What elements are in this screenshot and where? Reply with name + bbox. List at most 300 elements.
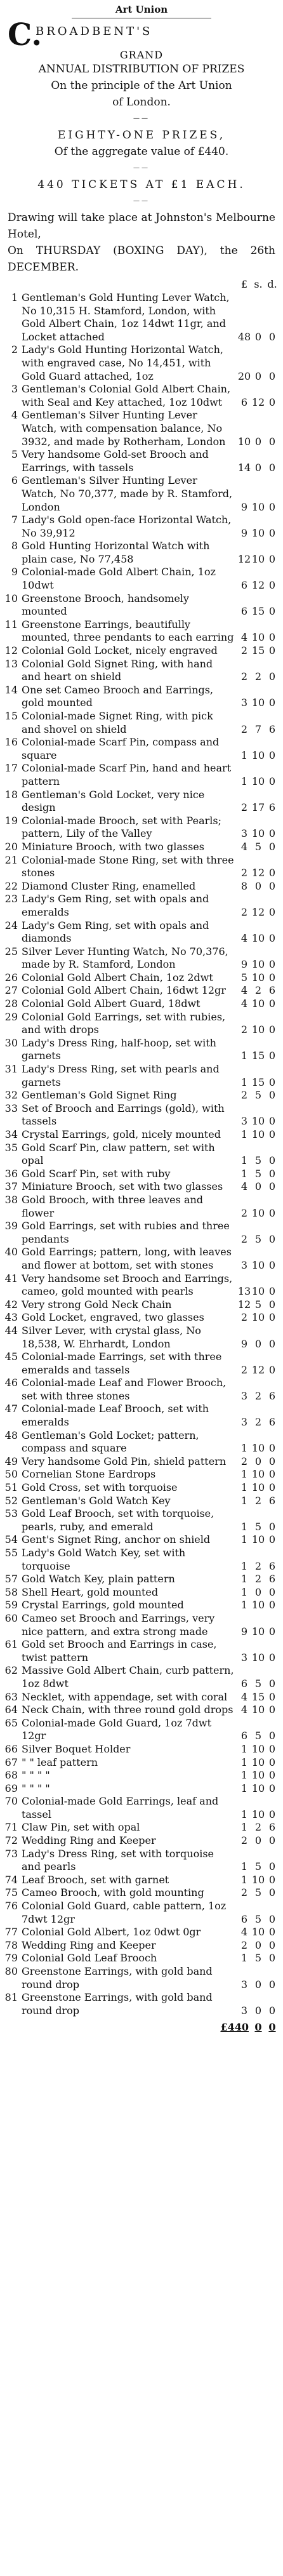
prize-pence: 6 [268,801,276,814]
prize-shillings: 10 [251,1442,265,1455]
aggregate-value: Of the aggregate value of £440. [54,145,229,158]
prize-shillings: 5 [254,1886,262,1899]
prize-shillings: 10 [251,1756,265,1768]
prize-value [237,932,283,945]
prize-pounds: 1 [240,1573,248,1585]
prize-shillings: 10 [251,1285,265,1298]
prize-value [237,1442,283,1455]
prize-pence: 0 [268,1128,276,1140]
prize-pounds: 3 [240,1115,248,1128]
prize-item [0,1756,283,1770]
prize-value [237,1599,283,1612]
prize-item [0,1834,283,1848]
prize-pounds: 2 [240,1939,248,1951]
prize-item [0,1507,283,1533]
prize-pence: 0 [268,1651,276,1664]
prize-description: Colonial-made Earrings, set with three emeralds and tassels [22,1351,222,1376]
prize-pounds: 2 [240,1834,248,1847]
prize-shillings: 2 [254,1573,262,1585]
prize-item [0,514,283,540]
prize-number: 39 [4,1220,18,1232]
prize-description: Colonial Gold Albert Chain, 16dwt 12gr [22,984,226,997]
prize-number: 68 [4,1769,18,1782]
prize-value [237,2005,283,2018]
prize-description: Miniature Brooch, set with two glasses [22,1180,223,1193]
prize-value [237,1678,283,1691]
prize-item [0,1403,283,1429]
prize-item [0,1795,283,1821]
prize-value [237,1233,283,1246]
prize-description: Cameo Brooch, with gold mounting [22,1886,204,1899]
prize-item [0,984,283,998]
prize-number: 77 [4,1926,18,1939]
prize-pence: 0 [268,1167,276,1180]
prize-pence: 0 [268,579,276,592]
prize-value [237,775,283,789]
prize-value [237,880,283,893]
prize-item [0,789,283,815]
prize-value [237,579,283,592]
prize-value [237,1024,283,1037]
prize-value [237,1586,283,1599]
prize-number: 31 [4,1063,18,1076]
prize-pounds: 4 [240,1704,248,1716]
prize-pounds: 2 [240,671,248,683]
prize-value [237,1704,283,1717]
prize-pence: 0 [268,697,276,709]
prize-pence: 0 [268,644,276,657]
prize-number: 37 [4,1180,18,1193]
prize-pence: 0 [268,1337,276,1350]
prize-shillings: 10 [251,1258,265,1271]
prize-pounds: 1 [240,1154,248,1167]
prize-shillings: 10 [251,500,265,513]
prize-number: 60 [4,1612,18,1624]
prize-number: 5 [11,448,18,461]
prize-pounds: 9 [240,958,248,971]
prize-shillings: 0 [254,2004,262,2017]
prize-value [237,1886,283,1900]
prize-value [237,827,283,841]
prize-number: 26 [4,971,18,984]
prize-value [237,605,283,618]
prize-value [237,1625,283,1639]
prize-number: 7 [11,514,18,526]
prize-item [0,1272,283,1298]
prize-pounds: 1 [240,1128,248,1140]
prize-item [0,1573,283,1586]
prize-pounds: 4 [240,840,248,853]
prize-item [0,1377,283,1403]
prize-pounds: 3 [240,1258,248,1271]
prize-shillings: 10 [251,1024,265,1036]
prize-pence: 0 [268,1808,276,1820]
prize-shillings: 0 [254,330,262,343]
prize-shillings: 10 [251,971,265,984]
prize-item [0,684,283,710]
prize-pence: 0 [268,1520,276,1533]
prize-item [0,893,283,919]
prize-item [0,1180,283,1194]
prize-item [0,592,283,618]
prize-description: Gentleman's Gold Locket, very nice design [22,788,205,814]
prize-item [0,1743,283,1756]
prize-number: 29 [4,1010,18,1023]
prize-pence: 0 [268,370,276,382]
prize-number: 41 [4,1272,18,1285]
prize-description: Leaf Brooch, set with garnet [22,1873,169,1886]
prize-shillings: 0 [254,435,262,448]
prize-pounds: 9 [240,1625,248,1638]
prize-item [0,1664,283,1690]
prize-value [237,1821,283,1834]
prize-description: Cameo set Brooch and Earrings, very nice pattern, and extra strong made [22,1612,215,1638]
prize-pence: 0 [268,1742,276,1755]
prize-pounds: 12 [237,1298,251,1311]
prize-pounds: 1 [240,1873,248,1886]
prize-number: 67 [4,1756,18,1768]
prize-description: Gold Watch Key, plain pattern [22,1573,175,1585]
prize-number: 14 [4,683,18,696]
prize-number: 62 [4,1664,18,1677]
prize-item [0,1455,283,1469]
tickets-line: 440 TICKETS AT £1 EACH. [37,178,246,191]
total-row [0,2021,283,2033]
prize-item [0,383,283,409]
prize-pounds: 2 [240,1886,248,1899]
prize-number: 76 [4,1900,18,1912]
prize-value [237,1089,283,1102]
prize-pence: 6 [268,1494,276,1507]
prize-number: 44 [4,1324,18,1337]
prize-value [237,1756,283,1770]
prize-description: Shell Heart, gold mounted [22,1585,159,1598]
divider-1: —— [133,115,150,122]
prize-item [0,1089,283,1102]
prize-pounds: 3 [240,1389,248,1402]
prize-item [0,566,283,592]
prize-description: Greenstone Earrings, beautifully mounted, three pendants to each earring [22,618,234,644]
prize-pence: 6 [268,723,276,735]
prize-number: 64 [4,1704,18,1716]
prize-pounds: 9 [240,500,248,513]
prize-pounds: 4 [240,998,248,1010]
prize-pence: 0 [268,1873,276,1886]
drawing-line: Drawing will take place at Johnston's Melbourne Hotel, [8,211,275,241]
prize-value [237,331,283,344]
prize-value [237,1207,283,1220]
prize-item [0,1939,283,1952]
prize-shillings: 5 [254,840,262,853]
prize-pounds: 6 [240,1912,248,1925]
prize-number: 15 [4,710,18,722]
prize-pounds: 2 [240,644,248,657]
prize-pence: 0 [268,435,276,448]
prize-number: 42 [4,1298,18,1311]
prize-pounds: 2 [240,1455,248,1467]
grand-heading: GRAND [119,49,164,61]
prize-shillings: 0 [254,370,262,382]
prize-pence: 0 [268,2004,276,2017]
prize-number: 34 [4,1128,18,1140]
prize-shillings: 10 [251,1206,265,1219]
prize-pence: 0 [268,879,276,892]
prize-pounds: 1 [240,1520,248,1533]
prize-pence: 0 [268,1024,276,1036]
prize-number: 6 [11,474,18,487]
prize-item [0,1481,283,1495]
prize-pounds: 1 [240,1769,248,1782]
prize-number: 1 [11,291,18,304]
prize-value [237,984,283,998]
prize-pounds: 1 [240,1468,248,1481]
prize-value [237,1468,283,1481]
header-pence: d. [267,278,277,290]
prize-pounds: 1 [240,1952,248,1965]
prize-number: 53 [4,1507,18,1520]
prize-item [0,1194,283,1220]
prize-description: Colonial Gold Signet Ring, with hand and heart on shield [22,657,213,683]
prize-pence: 0 [268,1468,276,1481]
prize-shillings: 0 [254,1939,262,1951]
prize-number: 21 [4,853,18,866]
prize-shillings: 10 [251,1651,265,1664]
prize-description: Colonial Gold Locket, nicely engraved [22,644,218,657]
prize-item [0,1886,283,1900]
prize-value [237,436,283,449]
prize-item [0,762,283,788]
prize-description: Wedding Ring and Keeper [22,1834,156,1847]
prize-number: 36 [4,1167,18,1180]
prize-pounds: 10 [237,435,251,448]
prize-description: Colonial-made Stone Ring, set with three stones [22,853,234,879]
prize-shillings: 2 [254,984,262,997]
prize-shillings: 10 [251,1782,265,1794]
advertiser-line [0,17,283,53]
prize-description: Gold Earrings, set with rubies and three pendants [22,1220,230,1245]
prize-pounds: 6 [240,1677,248,1690]
prize-pounds: 4 [240,631,248,644]
prize-shillings: 5 [254,1167,262,1180]
prize-shillings: 10 [251,1533,265,1546]
prize-pence: 6 [268,1573,276,1585]
prize-number: 52 [4,1494,18,1507]
prize-description: Colonial-made Scarf Pin, compass and square [22,736,220,761]
prize-value [237,1481,283,1495]
prize-item [0,1128,283,1142]
prize-pence: 0 [268,1533,276,1546]
prize-number: 22 [4,879,18,892]
prize-pounds: 3 [240,827,248,840]
prize-shillings: 5 [254,1089,262,1102]
prize-value [237,1416,283,1429]
prize-pence: 0 [268,775,276,787]
prize-shillings: 10 [251,932,265,945]
prize-value [237,1834,283,1848]
prize-value [237,1573,283,1586]
prize-pounds: 4 [240,932,248,945]
prize-item [0,1900,283,1926]
prize-pence: 0 [268,1834,276,1847]
prize-description: Gold Earrings; pattern, long, with leaves and flower at bottom, set with stones [22,1246,232,1271]
prize-pence: 0 [268,500,276,513]
prize-pence: 0 [268,1258,276,1271]
prize-item [0,1717,283,1743]
prize-description: Gentleman's Silver Hunting Lever Watch, with compensation balance, No 3932, and made by Rotherham, London [22,409,226,448]
prize-shillings: 5 [254,1520,262,1533]
prize-value [237,749,283,763]
prize-pence: 0 [268,1363,276,1376]
prize-value [237,998,283,1011]
prize-description: Colonial-made Brooch, set with Pearls; pattern, Lily of the Valley [22,814,221,840]
prize-pounds: 3 [240,1651,248,1664]
prize-pence: 0 [268,1481,276,1494]
prize-description: Crystal Earrings, gold mounted [22,1599,184,1612]
prize-value [237,1050,283,1063]
prize-value [237,1939,283,1952]
prize-number: 23 [4,893,18,905]
prize-number: 79 [4,1952,18,1965]
prize-item [0,1220,283,1246]
prize-shillings: 10 [251,1704,265,1716]
prize-number: 43 [4,1311,18,1324]
prize-description: Greenstone Earrings, with gold band round drop [22,1991,213,2017]
prize-shillings: 0 [254,1180,262,1193]
prize-shillings: 0 [254,879,262,892]
prize-description: Very handsome set Brooch and Earrings, cameo, gold mounted with pearls [22,1272,233,1298]
prize-value [237,462,283,475]
prize-pence: 0 [268,1232,276,1245]
prize-item [0,344,283,383]
prize-number: 74 [4,1873,18,1886]
prize-pence: 0 [268,526,276,539]
prize-number: 35 [4,1141,18,1154]
prize-item [0,1952,283,1965]
prize-pence: 0 [268,1690,276,1703]
prize-description: Greenstone Earrings, with gold band round drop [22,1965,213,1991]
prize-shillings: 0 [254,1455,262,1467]
prize-pence: 0 [268,1089,276,1102]
total-pounds: £440 [220,2021,249,2034]
prize-shillings: 10 [251,1742,265,1755]
prize-pounds: 1 [240,1494,248,1507]
header-pounds: £ [240,278,248,290]
prize-list [0,291,283,2017]
prize-value [237,906,283,919]
drop-cap: C. [8,17,43,53]
prize-shillings: 17 [251,801,265,814]
prize-pounds: 4 [240,1690,248,1703]
prize-description: Silver Lever Hunting Watch, No 70,376, made by R. Stamford, London [22,945,228,971]
prize-description: Wedding Ring and Keeper [22,1939,156,1951]
prize-number: 12 [4,644,18,657]
prize-description: Silver Lever, with crystal glass, No 18,538, W. Ehrhardt, London [22,1324,201,1350]
prize-pounds: 2 [240,867,248,879]
prize-pounds: 1 [240,749,248,761]
header-shillings: s. [254,278,263,290]
prize-pounds: 2 [240,1311,248,1324]
prize-description: Colonial-made Gold Guard, 1oz 7dwt 12gr [22,1716,212,1742]
prize-shillings: 15 [251,1690,265,1703]
prize-pounds: 12 [237,552,251,565]
prize-number: 20 [4,840,18,853]
prize-item [0,1246,283,1272]
prize-shillings: 0 [254,1834,262,1847]
prize-pence: 0 [268,1952,276,1965]
prize-pounds: 2 [240,1024,248,1036]
prize-pence: 0 [268,396,276,408]
total-pence: 0 [268,2021,276,2034]
prize-pence: 0 [268,1285,276,1298]
prize-value [237,1782,283,1796]
prize-description: Gentleman's Silver Hunting Lever Watch, No 70,377, made by R. Stamford, London [22,474,233,513]
prize-value [237,1285,283,1298]
prize-value [237,1495,283,1508]
prize-pence: 0 [268,605,276,618]
prize-item [0,1533,283,1547]
prize-description: Lady's Gold Hunting Horizontal Watch, with engraved case, No 14,451, with Gold Guard attached, 1oz [22,344,224,382]
prize-item [0,1102,283,1128]
prize-value [237,501,283,514]
prize-pence: 0 [268,1050,276,1062]
prize-description: Gentleman's Gold Watch Key [22,1494,171,1507]
prize-shillings: 5 [254,1860,262,1873]
prize-item [0,1325,283,1351]
prize-pounds: 9 [240,1337,248,1350]
prize-item [0,736,283,762]
prize-shillings: 0 [254,1337,262,1350]
prize-number: 17 [4,762,18,775]
prize-value [237,1364,283,1377]
prize-pence: 6 [268,984,276,997]
prize-item [0,971,283,985]
prize-shillings: 15 [251,1050,265,1062]
prize-number: 75 [4,1886,18,1899]
prize-number: 65 [4,1716,18,1729]
prize-pounds: 2 [240,1363,248,1376]
prize-pence: 0 [268,1769,276,1782]
prize-value [237,697,283,710]
prize-pence: 0 [268,905,276,918]
prize-number: 50 [4,1468,18,1481]
prize-value [237,1521,283,1534]
prize-pounds: 6 [240,605,248,618]
prize-number: 72 [4,1834,18,1847]
prize-item [0,474,283,514]
prize-pence: 0 [268,631,276,644]
prize-number: 16 [4,736,18,749]
prize-description: Colonial Gold Earrings, set with rubies, and with drops [22,1010,226,1036]
prize-item [0,1874,283,1887]
prize-shillings: 12 [251,1363,265,1376]
prize-item [0,854,283,880]
prize-number: 45 [4,1351,18,1363]
prize-pence: 0 [268,1704,276,1716]
prize-value [237,1115,283,1128]
prize-item [0,1612,283,1638]
prize-value [237,370,283,384]
prize-number: 58 [4,1585,18,1598]
intro-line-1: ANNUAL DISTRIBUTION OF PRIZES [38,63,245,76]
prize-description: Colonial Gold Albert Chain, 1oz 2dwt [22,971,213,984]
prize-description: Miniature Brooch, with two glasses [22,840,204,853]
prize-pence: 0 [268,1730,276,1742]
prize-pounds: 2 [240,905,248,918]
prize-pence: 0 [268,1206,276,1219]
prize-number: 27 [4,984,18,997]
prize-value [237,644,283,658]
prize-number: 32 [4,1089,18,1102]
